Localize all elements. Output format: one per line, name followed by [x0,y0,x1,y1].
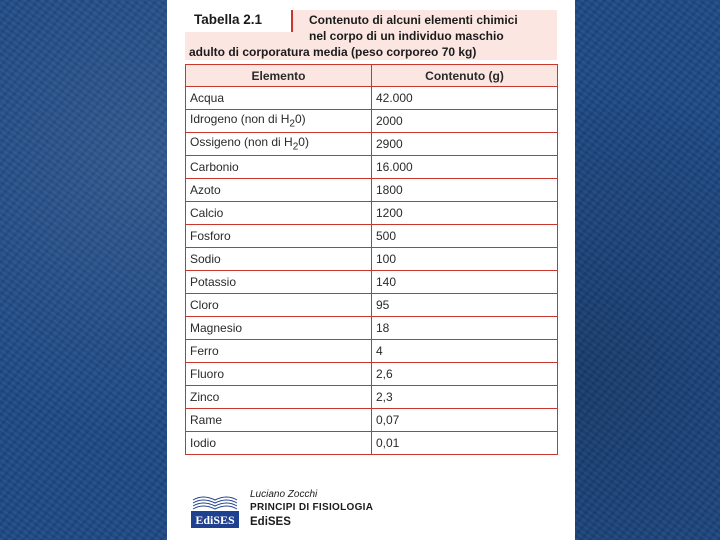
elements-table [185,64,558,455]
table-row [186,110,558,133]
content-cell: 100 [372,248,558,271]
content-cell: 16.000 [372,156,558,179]
content-cell: 2000 [372,110,558,133]
element-cell [186,133,372,156]
table-title-line2: nel corpo di un individuo maschio [309,29,504,43]
content-cell: 0,01 [372,432,558,455]
element-cell: Acqua [186,87,372,110]
content-cell: 4 [372,340,558,363]
element-cell: Zinco [186,386,372,409]
book-logo-icon [189,488,241,530]
element-cell: Sodio [186,248,372,271]
element-cell: Potassio [186,271,372,294]
element-cell: Magnesio [186,317,372,340]
content-cell: 140 [372,271,558,294]
header-element: Elemento [186,65,372,87]
content-cell: 0,07 [372,409,558,432]
table-row [186,156,558,179]
logo-text: EdiSES [195,513,235,527]
table-number: Tabella 2.1 [194,12,263,27]
element-text: Idrogeno (non di H [190,112,290,127]
table-row [186,271,558,294]
table-row [186,386,558,409]
table-title-line3: adulto di corporatura media (peso corporeo 70 kg) [189,45,477,59]
table-row [186,248,558,271]
table-row [186,225,558,248]
content-cell: 2900 [372,133,558,156]
book-credits [250,488,373,530]
content-cell: 500 [372,225,558,248]
header-content: Contenuto (g) [372,65,558,87]
publisher-name: EdiSES [250,516,291,528]
table-row [186,133,558,156]
document-page [167,0,575,540]
element-cell: Rame [186,409,372,432]
element-cell: Cloro [186,294,372,317]
content-cell: 42.000 [372,87,558,110]
element-cell: Carbonio [186,156,372,179]
subscript-2: 2 [289,118,295,130]
table-caption [185,10,557,60]
table-row [186,432,558,455]
edises-logo [189,488,241,530]
content-cell: 2,6 [372,363,558,386]
element-cell: Calcio [186,202,372,225]
element-cell [186,110,372,133]
table-row [186,409,558,432]
table-title [309,12,559,44]
table-header-row [186,65,558,87]
element-cell: Fosforo [186,225,372,248]
book-title: PRINCIPI DI FISIOLOGIA [250,502,374,513]
element-text: Ossigeno (non di H [190,135,293,150]
author-name: Luciano Zocchi [250,489,318,500]
table-row [186,294,558,317]
table-row [186,340,558,363]
element-text-end: 0) [298,135,309,150]
content-cell: 18 [372,317,558,340]
content-cell: 1800 [372,179,558,202]
subscript-2: 2 [292,141,299,153]
content-cell: 2,3 [372,386,558,409]
table-row [186,202,558,225]
content-cell: 1200 [372,202,558,225]
element-cell: Azoto [186,179,372,202]
table-row [186,179,558,202]
table-number-tag [185,10,293,32]
element-cell: Ferro [186,340,372,363]
element-cell: Fluoro [186,363,372,386]
table-title-line1: Contenuto di alcuni elementi chimici [309,13,518,27]
table-row [186,87,558,110]
element-text-end: 0) [294,112,306,127]
table-row [186,317,558,340]
table-row [186,363,558,386]
element-cell: Iodio [186,432,372,455]
content-cell: 95 [372,294,558,317]
